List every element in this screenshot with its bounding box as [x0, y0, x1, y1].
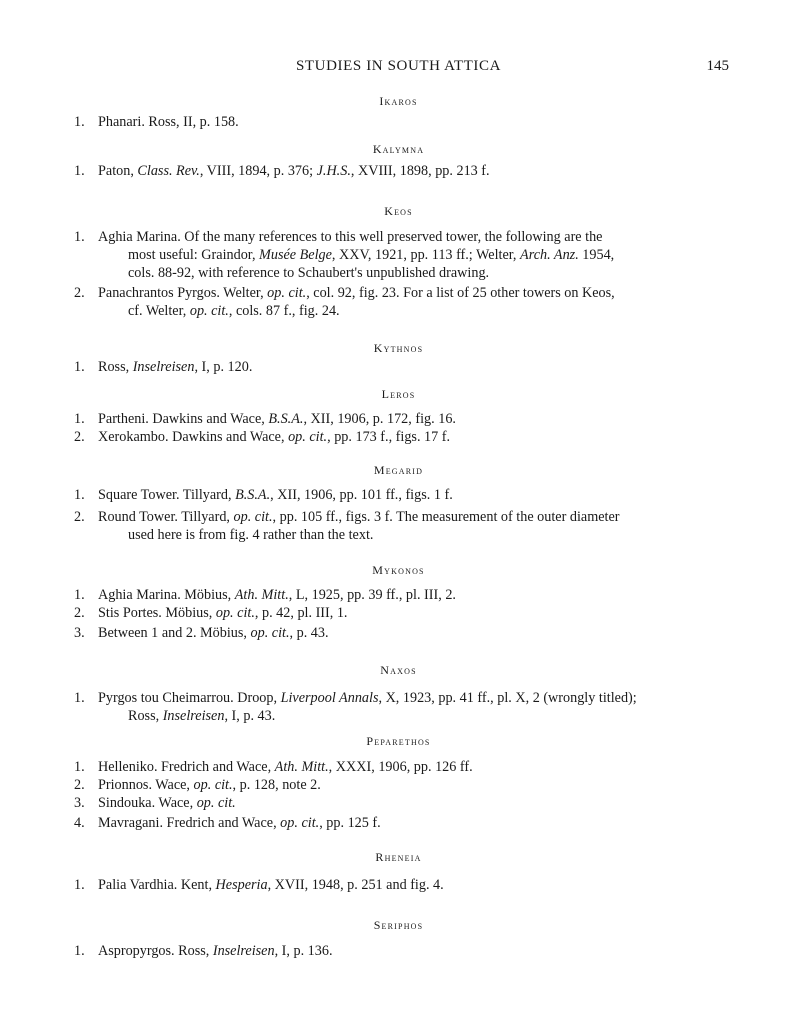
running-title: STUDIES IN SOUTH ATTICA: [295, 58, 502, 74]
entry-line: [98, 508, 730, 526]
entry-line: [74, 264, 784, 282]
entry-peparethos-2: [74, 776, 730, 794]
italic-title: Class. Rev.: [137, 163, 200, 179]
entry-line: [98, 162, 730, 180]
citation-text: Square Tower. Tillyard,: [98, 487, 236, 503]
entry-line: [98, 689, 730, 707]
citation-text: Paton,: [98, 163, 138, 179]
italic-title: J.H.S.: [316, 163, 351, 179]
section-heading-naxos: Naxos: [380, 663, 417, 677]
italic-title: op. cit.: [288, 429, 328, 445]
entry-mykonos-2: [74, 604, 730, 622]
entry-mykonos-1: [74, 586, 730, 604]
citation-text: Between 1 and 2. Möbius,: [98, 625, 251, 641]
citation-text: Sindouka. Wace,: [98, 795, 197, 811]
citation-text: , VIII, 1894, p. 376;: [199, 163, 317, 179]
citation-text: , I, p. 43.: [224, 708, 276, 724]
entry-number: 2.: [74, 429, 85, 445]
citation-text: cf. Welter,: [128, 303, 190, 319]
citation-text: cols. 88-92, with reference to Schaubert's unpublished drawing.: [128, 265, 490, 281]
entry-line: [98, 624, 730, 642]
entry-line: [98, 586, 730, 604]
citation-text: , XXXI, 1906, pp. 126 ff.: [328, 759, 473, 775]
italic-title: Arch. Anz.: [520, 247, 579, 263]
entry-line: [98, 942, 730, 960]
entry-number: 1.: [74, 943, 85, 959]
entry-line: [98, 876, 730, 894]
page-header: [0, 58, 797, 80]
citation-text: Ross,: [128, 708, 163, 724]
citation-text: , cols. 87 f., fig. 24.: [228, 303, 340, 319]
italic-title: Inselreisen: [212, 943, 275, 959]
entry-number: 3.: [74, 625, 85, 641]
citation-text: Helleniko. Fredrich and Wace,: [98, 759, 275, 775]
entry-line: [98, 284, 730, 302]
entry-number: 2.: [74, 605, 85, 621]
section-heading-megarid: Megarid: [373, 463, 424, 477]
entry-line: [98, 776, 730, 794]
entry-number: 2.: [74, 777, 85, 793]
citation-text: , p. 128, note 2.: [232, 777, 321, 793]
entry-keos-2: [74, 284, 730, 319]
entry-megarid-2: [74, 508, 730, 543]
italic-title: Musée Belge: [259, 247, 332, 263]
entry-leros-1: [74, 410, 730, 428]
citation-text: Aspropyrgos. Ross,: [98, 943, 213, 959]
italic-title: op. cit.: [250, 625, 290, 641]
citation-text: , pp. 173 f., figs. 17 f.: [327, 429, 451, 445]
citation-text: 1954,: [578, 247, 615, 263]
citation-text: Aghia Marina. Of the many references to this well preserved tower, the following are the: [98, 229, 603, 245]
entry-line: [98, 113, 730, 131]
entry-mykonos-3: [74, 624, 730, 642]
entry-number: 1.: [74, 487, 85, 503]
section-heading-rheneia: Rheneia: [375, 850, 422, 864]
entry-number: 1.: [74, 877, 85, 893]
citation-text: Phanari. Ross, II, p. 158.: [98, 114, 239, 130]
entry-line: [74, 246, 784, 264]
section-heading-mykonos: Mykonos: [372, 563, 425, 577]
section-heading-peparethos: Peparethos: [366, 734, 431, 748]
citation-text: Xerokambo. Dawkins and Wace,: [98, 429, 289, 445]
citation-text: , pp. 105 ff., figs. 3 f. The measurement of the outer diameter: [272, 509, 620, 525]
section-heading-seriphos: Seriphos: [373, 918, 424, 932]
citation-text: , XVIII, 1898, pp. 213 f.: [350, 163, 490, 179]
citation-text: , I, p. 120.: [194, 359, 253, 375]
section-heading-leros: Leros: [381, 387, 416, 401]
entry-number: 2.: [74, 509, 85, 525]
entry-peparethos-4: [74, 814, 730, 832]
entry-line: [98, 410, 730, 428]
citation-text: Partheni. Dawkins and Wace,: [98, 411, 269, 427]
entry-line: [74, 302, 784, 320]
citation-text: , XII, 1906, pp. 101 ff., figs. 1 f.: [270, 487, 453, 503]
entry-number: 3.: [74, 795, 85, 811]
section-heading-ikaros: Ikaros: [379, 94, 418, 108]
entry-line: [98, 604, 730, 622]
entry-number: 1.: [74, 587, 85, 603]
italic-title: op. cit.: [189, 303, 229, 319]
italic-title: Liverpool Annals: [280, 690, 379, 706]
section-heading-kythnos: Kythnos: [373, 341, 424, 355]
citation-text: , pp. 125 f.: [319, 815, 381, 831]
entry-megarid-1: [74, 486, 730, 504]
italic-title: Ath. Mitt.: [234, 587, 289, 603]
entry-kythnos-1: [74, 358, 730, 376]
citation-text: , L, 1925, pp. 39 ff., pl. III, 2.: [288, 587, 456, 603]
citation-text: Mavragani. Fredrich and Wace,: [98, 815, 281, 831]
entry-line: [74, 707, 784, 725]
italic-title: op. cit.: [193, 777, 233, 793]
citation-text: Ross,: [98, 359, 133, 375]
entry-seriphos-1: [74, 942, 730, 960]
citation-text: Stis Portes. Möbius,: [98, 605, 216, 621]
entry-ikaros-1: [74, 113, 730, 131]
entry-number: 1.: [74, 163, 85, 179]
italic-title: Ath. Mitt.: [274, 759, 329, 775]
entry-number: 1.: [74, 690, 85, 706]
italic-title: B.S.A.: [268, 411, 304, 427]
entry-line: [98, 814, 730, 832]
citation-text: Pyrgos tou Cheimarrou. Droop,: [98, 690, 281, 706]
page-number: 145: [706, 58, 729, 74]
citation-text: used here is from fig. 4 rather than the text.: [128, 527, 374, 543]
citation-text: most useful: Graindor,: [128, 247, 260, 263]
italic-title: op. cit.: [215, 605, 255, 621]
entry-number: 1.: [74, 359, 85, 375]
citation-text: Prionnos. Wace,: [98, 777, 194, 793]
citation-text: Panachrantos Pyrgos. Welter,: [98, 285, 268, 301]
citation-text: , p. 42, pl. III, 1.: [254, 605, 348, 621]
citation-text: , I, p. 136.: [274, 943, 333, 959]
italic-title: Hesperia: [215, 877, 268, 893]
citation-text: , p. 43.: [289, 625, 329, 641]
entry-rheneia-1: [74, 876, 730, 894]
entry-line: [98, 758, 730, 776]
entry-peparethos-3: [74, 794, 730, 812]
entry-number: 1.: [74, 411, 85, 427]
italic-title: B.S.A.: [235, 487, 271, 503]
italic-title: op. cit.: [196, 795, 236, 811]
section-heading-keos: Keos: [384, 204, 413, 218]
citation-text: , X, 1923, pp. 41 ff., pl. X, 2 (wrongly titled);: [378, 690, 637, 706]
citation-text: , XVII, 1948, p. 251 and fig. 4.: [267, 877, 444, 893]
citation-text: , XII, 1906, p. 172, fig. 16.: [303, 411, 456, 427]
entry-number: 1.: [74, 114, 85, 130]
citation-text: Round Tower. Tillyard,: [98, 509, 234, 525]
entry-number: 4.: [74, 815, 85, 831]
entry-naxos-1: [74, 689, 730, 724]
entry-peparethos-1: [74, 758, 730, 776]
entry-line: [74, 526, 784, 544]
citation-text: Aghia Marina. Möbius,: [98, 587, 235, 603]
entry-line: [98, 428, 730, 446]
italic-title: op. cit.: [280, 815, 320, 831]
citation-text: , XXV, 1921, pp. 113 ff.; Welter,: [331, 247, 521, 263]
italic-title: Inselreisen: [162, 708, 225, 724]
entry-kalymna-1: [74, 162, 730, 180]
citation-text: Palia Vardhia. Kent,: [98, 877, 216, 893]
entry-line: [98, 358, 730, 376]
entry-line: [98, 794, 730, 812]
italic-title: Inselreisen: [132, 359, 195, 375]
entry-number: 1.: [74, 229, 85, 245]
citation-text: , col. 92, fig. 23. For a list of 25 other towers on Keos,: [306, 285, 615, 301]
italic-title: op. cit.: [233, 509, 273, 525]
entry-line: [98, 228, 730, 246]
entry-leros-2: [74, 428, 730, 446]
italic-title: op. cit.: [267, 285, 307, 301]
entry-line: [98, 486, 730, 504]
section-heading-kalymna: Kalymna: [372, 142, 425, 156]
entry-number: 2.: [74, 285, 85, 301]
entry-number: 1.: [74, 759, 85, 775]
entry-keos-1: [74, 228, 730, 281]
